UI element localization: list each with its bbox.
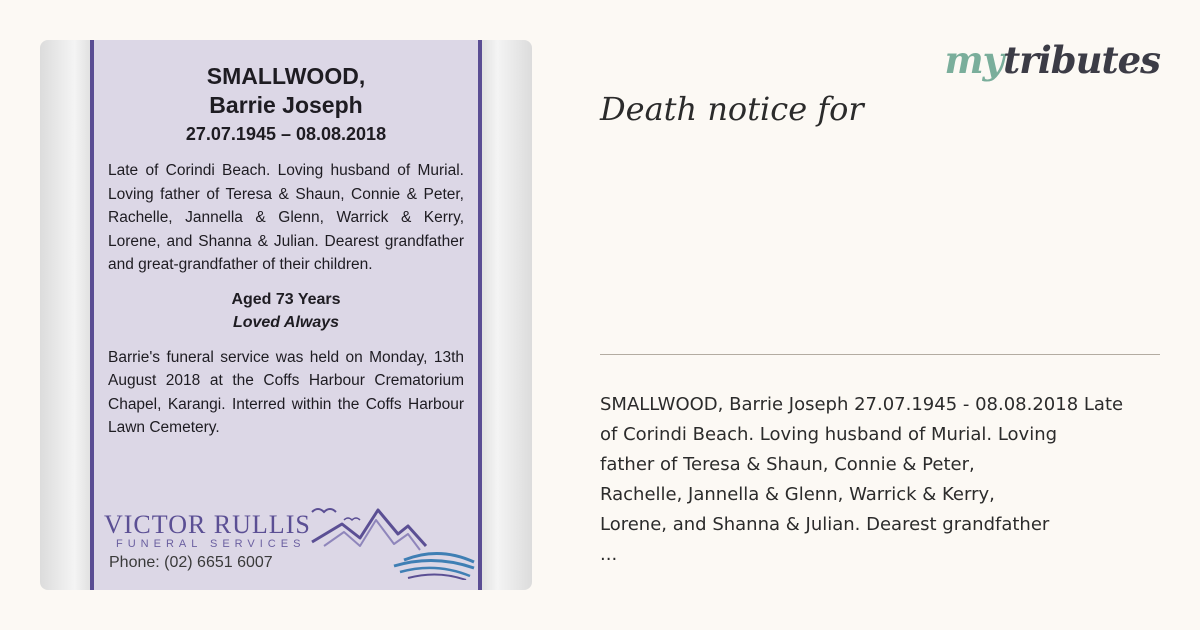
logo-my: my (944, 38, 1004, 82)
funeral-director-name: VICTOR RULLIS (104, 510, 311, 539)
notice-dates: 27.07.1945 – 08.08.2018 (185, 124, 387, 144)
page-heading: Death notice for (600, 90, 864, 128)
summary-ellipsis: ... (600, 544, 618, 565)
summary-line: Lorene, and Shanna & Julian. Dearest grandfather (600, 514, 1050, 535)
funeral-director-subtitle: FUNERAL SERVICES (116, 538, 306, 550)
summary-line: father of Teresa & Shaun, Connie & Peter, (600, 454, 975, 475)
notice-age: Aged 73 Years (231, 290, 341, 308)
summary-line: SMALLWOOD, Barrie Joseph 27.07.1945 - 08.08.2018 Late (600, 394, 1124, 415)
summary-line: of Corindi Beach. Loving husband of Murial. Loving (600, 424, 1058, 445)
notice-summary-text (600, 390, 1160, 570)
funeral-director-phone: Phone: (02) 6651 6007 (109, 554, 273, 571)
death-notice-image (40, 40, 532, 590)
notice-given-names: Barrie Joseph (209, 92, 363, 118)
summary-line: Rachelle, Jannella & Glenn, Warrick & Kerry, (600, 484, 995, 505)
funeral-director-logo (104, 502, 479, 582)
mytributes-logo[interactable] (944, 38, 1160, 82)
logo-tributes: tributes (1003, 38, 1160, 82)
notice-paragraph-family: Late of Corindi Beach. Loving husband of Murial. Loving father of Teresa & Shaun, Connie & Peter, Rachelle, Jannella & Glenn, Warrick & Kerry, Lorene, and Shanna & Julian. Dearest grandfather and great-grandfather of their children. (108, 162, 464, 273)
notice-loved-always: Loved Always (232, 313, 340, 331)
notice-surname: SMALLWOOD, (206, 63, 366, 89)
notice-card (90, 40, 482, 590)
notice-paragraph-funeral: Barrie's funeral service was held on Monday, 13th August 2018 at the Coffs Harbour Crematorium Chapel, Karangi. Interred within the Coffs Harbour Lawn Cemetery. (108, 348, 464, 436)
mountain-waves-icon (304, 502, 476, 580)
divider (600, 354, 1160, 355)
